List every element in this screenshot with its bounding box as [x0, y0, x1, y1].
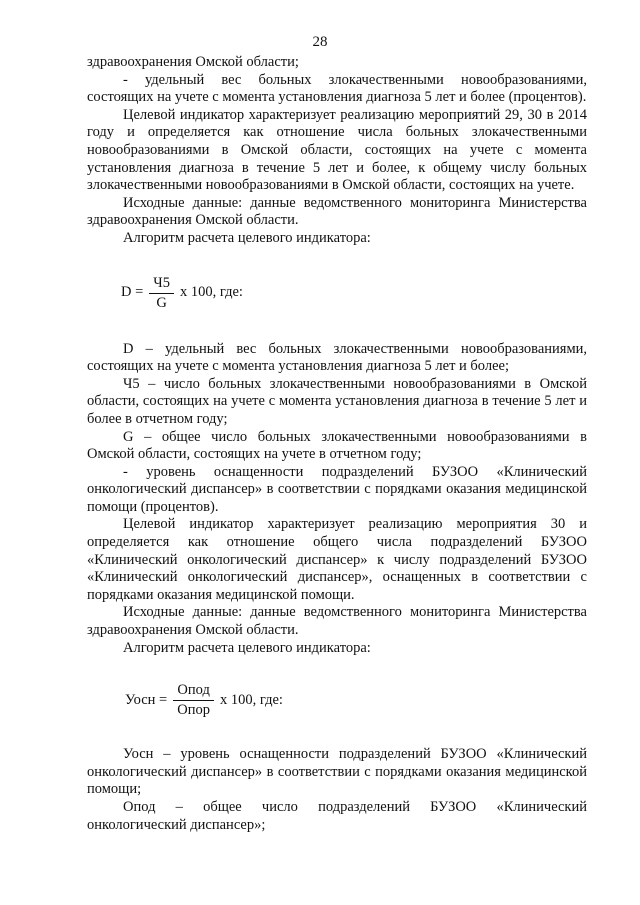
formula-d-numerator: Ч5 [149, 274, 174, 294]
formula-d-fraction [149, 274, 174, 313]
paragraph-10: Целевой индикатор характеризует реализацию мероприятия 30 и определяется как отношение общего числа подразделений БУЗОО «Клинический онкологический диспансер» к числу подразделений БУЗОО «Клинический онкологический диспансер», оснащенных в соответствии с порядками оказания медицинской помощи. [87, 516, 587, 603]
formula-d-lhs: D = [121, 284, 144, 301]
page-number: 28 [312, 34, 328, 50]
paragraph-4: Исходные данные: данные ведомственного мониторинга Министерства здравоохранения Омской области. [87, 194, 587, 229]
formula-uosn [125, 681, 587, 720]
paragraph-12: Алгоритм расчета целевого индикатора: [123, 639, 371, 656]
paragraph-3: Целевой индикатор характеризует реализацию мероприятий 29, 30 в 2014 году и определяется как отношение числа больных злокачественными новообразованиями в Омской области, состоящих на учете с момента установления диагноза в течение 5 лет и более, к общему числу больных злокачественными новообразованиями в Омской области, состоящих на учете. [87, 106, 587, 194]
formula-uosn-numerator: Опод [173, 681, 213, 701]
document-body [87, 54, 587, 834]
paragraph-7: Ч5 – число больных злокачественными новообразованиями в Омской области, состоящих на учете с момента установления диагноза в течение 5 лет и более в отчетном году; [87, 375, 587, 427]
paragraph-2: - удельный вес больных злокачественными новообразованиями, состоящих на учете с момента установления диагноза 5 лет и более (процентов). [87, 71, 587, 106]
paragraph-5: Алгоритм расчета целевого индикатора: [123, 229, 371, 246]
formula-uosn-denominator: Опор [177, 702, 210, 719]
formula-uosn-lhs: Уосн = [125, 691, 168, 708]
paragraph-14: Опод – общее число подразделений БУЗОО «Клинический онкологический диспансер»; [87, 799, 587, 833]
paragraph-6: D – удельный вес больных злокачественными новообразованиями, состоящих на учете с момента установления диагноза 5 лет и более; [87, 340, 587, 375]
paragraph-13: Уосн – уровень оснащенности подразделений БУЗОО «Клинический онкологический диспансер» в соответствии с порядками оказания медицинской помощи; [87, 746, 587, 798]
formula-d-rhs: x 100, где: [179, 284, 243, 301]
formula-d [121, 274, 587, 313]
formula-d-denominator: G [156, 294, 167, 311]
paragraph-9: - уровень оснащенности подразделений БУЗОО «Клинический онкологический диспансер» в соответствии с порядками оказания медицинской помощи (процентов). [87, 463, 587, 515]
paragraph-11: Исходные данные: данные ведомственного мониторинга Министерства здравоохранения Омской области. [87, 604, 587, 639]
paragraph-8: G – общее число больных злокачественными новообразованиями в Омской области, состоящих на учете в отчетном году; [87, 428, 587, 463]
paragraph-1: здравоохранения Омской области; [87, 54, 299, 70]
formula-uosn-fraction [173, 681, 214, 720]
formula-uosn-rhs: x 100, где: [219, 691, 283, 708]
